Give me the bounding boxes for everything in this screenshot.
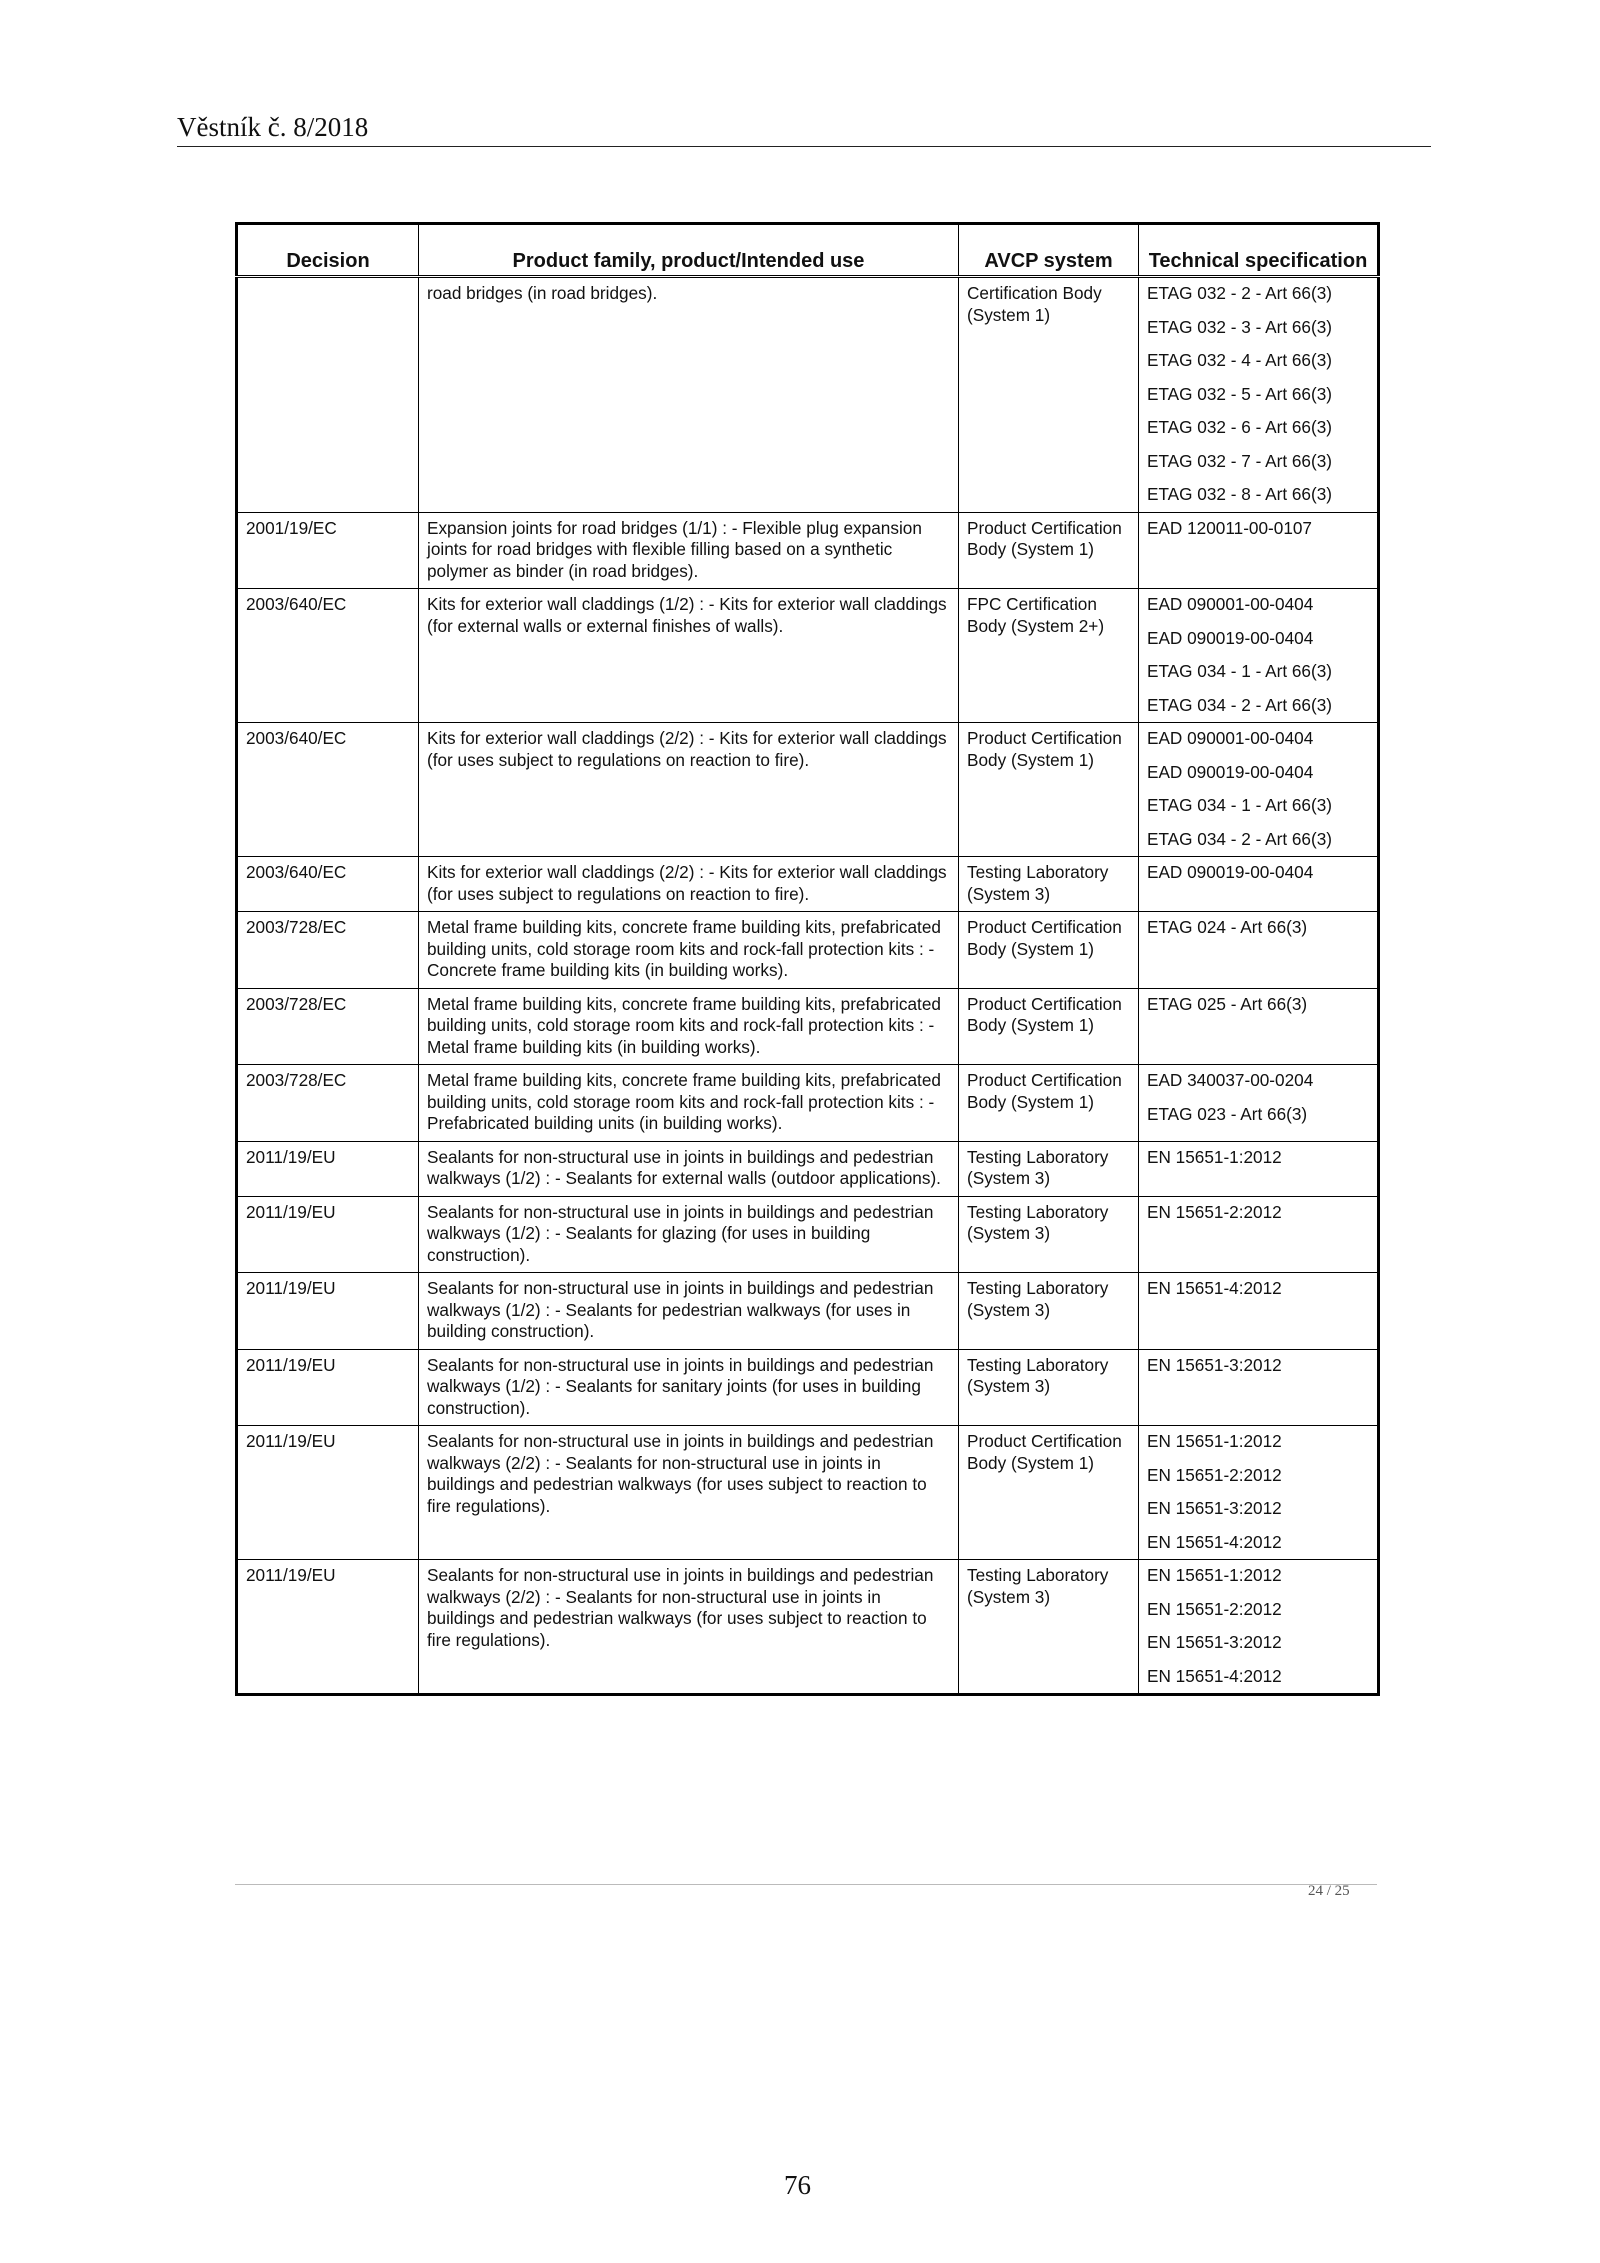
spec-line: EAD 340037-00-0204: [1147, 1070, 1314, 1090]
spec-line: ETAG 032 - 8 - Art 66(3): [1147, 484, 1332, 504]
technical-spec-cell: [1139, 1196, 1379, 1273]
table-row: [237, 912, 1379, 989]
decision-cell: 2011/19/EU: [237, 1273, 419, 1350]
table-row: [237, 1349, 1379, 1426]
table-row: [237, 277, 1379, 513]
spec-line: ETAG 032 - 6 - Art 66(3): [1147, 417, 1332, 437]
decision-cell: 2003/728/EC: [237, 912, 419, 989]
table-row: [237, 988, 1379, 1065]
spec-line: EN 15651-2:2012: [1147, 1464, 1282, 1485]
avcp-cell: Testing Laboratory (System 3): [959, 1273, 1139, 1350]
technical-spec-cell: [1139, 1273, 1379, 1350]
spec-line: ETAG 032 - 5 - Art 66(3): [1147, 383, 1332, 404]
table-header-row: [237, 224, 1379, 277]
table-row: [237, 1196, 1379, 1273]
technical-spec-cell: [1139, 1426, 1379, 1560]
table-row: [237, 512, 1379, 589]
product-cell: Expansion joints for road bridges (1/1) : - Flexible plug expansion joints for road bridges with flexible filling based on a synthetic polymer as binder (in road bridges).: [419, 512, 959, 589]
technical-spec-cell: [1139, 1141, 1379, 1196]
column-header-product: Product family, product/Intended use: [419, 224, 959, 277]
spec-line: EN 15651-4:2012: [1147, 1665, 1282, 1686]
product-cell: Metal frame building kits, concrete frame building kits, prefabricated building units, cold storage room kits and rock-fall protection kits : - Concrete frame building kits (in building works).: [419, 912, 959, 989]
product-cell: Sealants for non-structural use in joints in buildings and pedestrian walkways (1/2) : - Sealants for pedestrian walkways (for uses in building construction).: [419, 1273, 959, 1350]
decision-cell: [237, 277, 419, 513]
avcp-cell: Product Certification Body (System 1): [959, 1426, 1139, 1560]
technical-spec-cell: [1139, 912, 1379, 989]
product-cell: Sealants for non-structural use in joints in buildings and pedestrian walkways (1/2) : - Sealants for external walls (outdoor applications).: [419, 1141, 959, 1196]
avcp-cell: Testing Laboratory (System 3): [959, 1349, 1139, 1426]
column-header-avcp: AVCP system: [959, 224, 1139, 277]
table-body: [237, 277, 1379, 1695]
spec-line: ETAG 025 - Art 66(3): [1147, 993, 1308, 1014]
avcp-cell: Certification Body (System 1): [959, 277, 1139, 513]
decision-cell: 2003/640/EC: [237, 857, 419, 912]
product-cell: Kits for exterior wall claddings (1/2) : - Kits for exterior wall claddings (for external walls or external finishes of walls).: [419, 589, 959, 723]
page-number: 76: [784, 2170, 811, 2200]
spec-line: ETAG 034 - 2 - Art 66(3): [1147, 694, 1332, 715]
avcp-cell: Product Certification Body (System 1): [959, 1065, 1139, 1142]
avcp-cell: Product Certification Body (System 1): [959, 912, 1139, 989]
technical-spec-cell: [1139, 277, 1379, 513]
table-row: [237, 723, 1379, 857]
spec-line: EAD 090001-00-0404: [1147, 728, 1314, 748]
decision-cell: 2011/19/EU: [237, 1560, 419, 1695]
avcp-cell: Product Certification Body (System 1): [959, 988, 1139, 1065]
product-cell: Kits for exterior wall claddings (2/2) : - Kits for exterior wall claddings (for uses subject to regulations on reaction to fire).: [419, 723, 959, 857]
avcp-cell: Testing Laboratory (System 3): [959, 1560, 1139, 1695]
technical-spec-cell: [1139, 1560, 1379, 1695]
column-header-decision: Decision: [237, 224, 419, 277]
spec-line: ETAG 034 - 1 - Art 66(3): [1147, 795, 1332, 815]
technical-spec-cell: [1139, 512, 1379, 589]
spec-line: EAD 090019-00-0404: [1147, 862, 1314, 882]
table-row: [237, 1065, 1379, 1142]
spec-line: EAD 120011-00-0107: [1147, 517, 1312, 538]
table-row: [237, 1560, 1379, 1695]
avcp-cell: Product Certification Body (System 1): [959, 512, 1139, 589]
product-cell: Sealants for non-structural use in joints in buildings and pedestrian walkways (1/2) : - Sealants for glazing (for uses in building construction).: [419, 1196, 959, 1273]
avcp-cell: Product Certification Body (System 1): [959, 723, 1139, 857]
page-counter: 24 / 25: [1308, 1883, 1350, 1899]
spec-line: EAD 090019-00-0404: [1147, 761, 1314, 782]
technical-spec-cell: [1139, 857, 1379, 912]
decision-cell: 2003/640/EC: [237, 589, 419, 723]
spec-line: EN 15651-2:2012: [1147, 1598, 1282, 1619]
avcp-cell: Testing Laboratory (System 3): [959, 1141, 1139, 1196]
table-row: [237, 589, 1379, 723]
product-cell: Sealants for non-structural use in joints in buildings and pedestrian walkways (1/2) : - Sealants for sanitary joints (for uses in building construction).: [419, 1349, 959, 1426]
spec-line: ETAG 032 - 7 - Art 66(3): [1147, 450, 1332, 471]
avcp-cell: FPC Certification Body (System 2+): [959, 589, 1139, 723]
technical-spec-cell: [1139, 1065, 1379, 1142]
spec-line: EN 15651-1:2012: [1147, 1565, 1282, 1585]
product-cell: Kits for exterior wall claddings (2/2) : - Kits for exterior wall claddings (for uses subject to regulations on reaction to fire).: [419, 857, 959, 912]
spec-line: EN 15651-2:2012: [1147, 1201, 1282, 1222]
table-row: [237, 1273, 1379, 1350]
spec-line: ETAG 023 - Art 66(3): [1147, 1103, 1308, 1124]
technical-spec-cell: [1139, 988, 1379, 1065]
product-cell: Sealants for non-structural use in joints in buildings and pedestrian walkways (2/2) : - Sealants for non-structural use in joints in buildings and pedestrian walkways (for uses subject to reaction to fire regulations).: [419, 1426, 959, 1560]
decision-cell: 2011/19/EU: [237, 1426, 419, 1560]
table-row: [237, 1141, 1379, 1196]
table-row: [237, 1426, 1379, 1560]
technical-spec-cell: [1139, 723, 1379, 857]
decision-cell: 2003/640/EC: [237, 723, 419, 857]
spec-line: EAD 090001-00-0404: [1147, 594, 1314, 614]
decision-cell: 2011/19/EU: [237, 1196, 419, 1273]
column-header-technical-spec: Technical specification: [1139, 224, 1379, 277]
journal-title: Věstník č. 8/2018: [177, 112, 369, 142]
spec-line: EN 15651-4:2012: [1147, 1278, 1282, 1298]
decision-cell: 2011/19/EU: [237, 1141, 419, 1196]
decision-cell: 2003/728/EC: [237, 1065, 419, 1142]
spec-line: EN 15651-3:2012: [1147, 1632, 1282, 1652]
spec-line: ETAG 034 - 2 - Art 66(3): [1147, 828, 1332, 849]
spec-line: ETAG 032 - 2 - Art 66(3): [1147, 283, 1332, 303]
spec-line: EN 15651-1:2012: [1147, 1431, 1282, 1451]
technical-spec-cell: [1139, 589, 1379, 723]
spec-line: ETAG 024 - Art 66(3): [1147, 917, 1308, 937]
avcp-cell: Testing Laboratory (System 3): [959, 857, 1139, 912]
product-cell: Metal frame building kits, concrete frame building kits, prefabricated building units, cold storage room kits and rock-fall protection kits : - Metal frame building kits (in building works).: [419, 988, 959, 1065]
product-cell: road bridges (in road bridges).: [419, 277, 959, 513]
table-row: [237, 857, 1379, 912]
product-cell: Sealants for non-structural use in joints in buildings and pedestrian walkways (2/2) : - Sealants for non-structural use in joints in buildings and pedestrian walkways (for uses subject to reaction to fire regulations).: [419, 1560, 959, 1695]
header-divider: [177, 146, 1431, 147]
avcp-cell: Testing Laboratory (System 3): [959, 1196, 1139, 1273]
spec-line: ETAG 034 - 1 - Art 66(3): [1147, 661, 1332, 681]
decision-cell: 2011/19/EU: [237, 1349, 419, 1426]
footer-divider: [235, 1884, 1377, 1885]
decision-cell: 2003/728/EC: [237, 988, 419, 1065]
spec-line: ETAG 032 - 3 - Art 66(3): [1147, 316, 1332, 337]
product-cell: Metal frame building kits, concrete frame building kits, prefabricated building units, cold storage room kits and rock-fall protection kits : - Prefabricated building units (in building works).: [419, 1065, 959, 1142]
spec-line: EN 15651-3:2012: [1147, 1498, 1282, 1518]
spec-line: EN 15651-4:2012: [1147, 1531, 1282, 1552]
spec-line: ETAG 032 - 4 - Art 66(3): [1147, 350, 1332, 370]
spec-line: EAD 090019-00-0404: [1147, 627, 1314, 648]
decision-cell: 2001/19/EC: [237, 512, 419, 589]
specification-table: [235, 222, 1380, 1696]
technical-spec-cell: [1139, 1349, 1379, 1426]
spec-line: EN 15651-3:2012: [1147, 1354, 1282, 1375]
spec-line: EN 15651-1:2012: [1147, 1146, 1282, 1167]
